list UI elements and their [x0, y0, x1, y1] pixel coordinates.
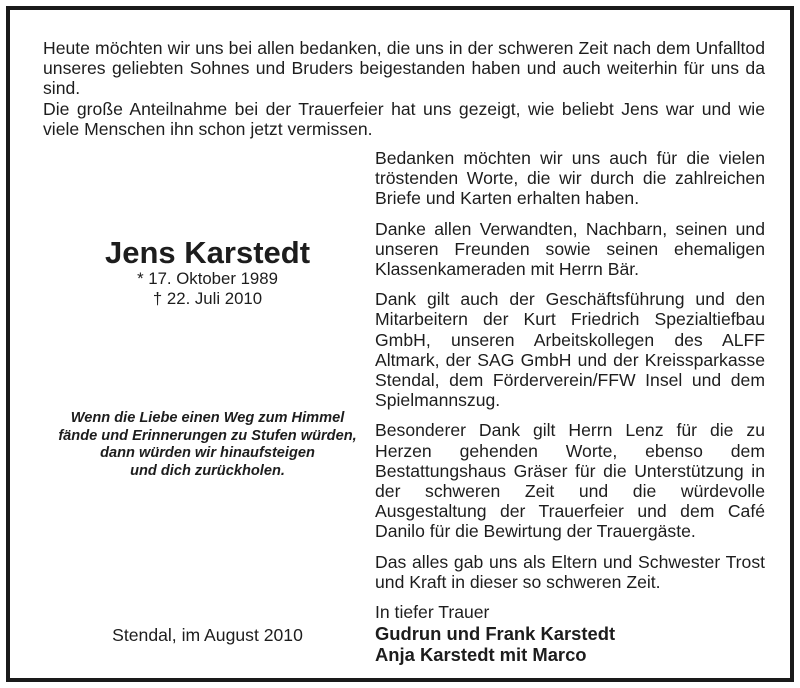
birth-date: * 17. Oktober 1989: [137, 269, 278, 288]
thanks-paragraph: Besonderer Dank gilt Herrn Lenz für die zu Herzen gehenden Worte, ebenso dem Bestattungshaus Gräser für die Unterstützung in der schweren Zeit und die würdevolle Ausgestaltung der Trauerfeier und dem Café Danilo für die Bewirtung der Trauergäste.: [375, 420, 765, 542]
deceased-name: Jens Karstedt: [104, 235, 311, 270]
death-date: † 22. Juli 2010: [152, 289, 263, 308]
place-date: Stendal, im August 2010: [112, 625, 303, 645]
obituary-frame: [6, 6, 794, 682]
poem-line: fände und Erinnerungen zu Stufen würden,: [58, 427, 357, 444]
signatory: Gudrun und Frank Karstedt: [375, 623, 616, 645]
poem-line: und dich zurückholen.: [130, 462, 285, 479]
thanks-paragraph: Danke allen Verwandten, Nachbarn, seinen und unseren Freunden sowie seinen ehemaligen Klassenkameraden mit Herrn Bär.: [375, 218, 765, 280]
poem-line: Wenn die Liebe einen Weg zum Himmel: [70, 410, 345, 426]
memorial-poem: [40, 410, 375, 480]
intro-paragraph: Die große Anteilnahme bei der Trauerfeier hat uns gezeigt, wie beliebt Jens war und wie viele Menschen ihn schon jetzt vermissen.: [43, 98, 765, 139]
thanks-column: [375, 148, 765, 665]
signatory: Anja Karstedt mit Marco: [375, 644, 587, 666]
thanks-paragraph: Bedanken möchten wir uns auch für die vielen tröstenden Worte, die wir durch die zahlreichen Briefe und Karten erhalten haben.: [375, 148, 765, 209]
life-dates: [40, 269, 375, 309]
mourning-phrase: In tiefer Trauer: [375, 602, 490, 623]
intro-paragraph: Heute möchten wir uns bei allen bedanken, die uns in der schweren Zeit nach dem Unfalltod unseres geliebten Sohnes und Bruders beigestanden haben und auch weiterhin für uns da sind.: [43, 38, 765, 99]
poem-line: dann würden wir hinaufsteigen: [100, 445, 315, 462]
thanks-paragraph: Dank gilt auch der Geschäftsführung und den Mitarbeitern der Kurt Friedrich Spezialtiefbau GmbH, unseren Arbeitskollegen des ALFF Altmark, der SAG GmbH und der Kreissparkasse Stendal, dem Förderverein/FFW Insel und dem Spielmannszug.: [375, 289, 765, 411]
intro-text: [43, 38, 765, 139]
thanks-paragraph: Das alles gab uns als Eltern und Schwester Trost und Kraft in dieser so schweren Zeit.: [375, 551, 765, 592]
